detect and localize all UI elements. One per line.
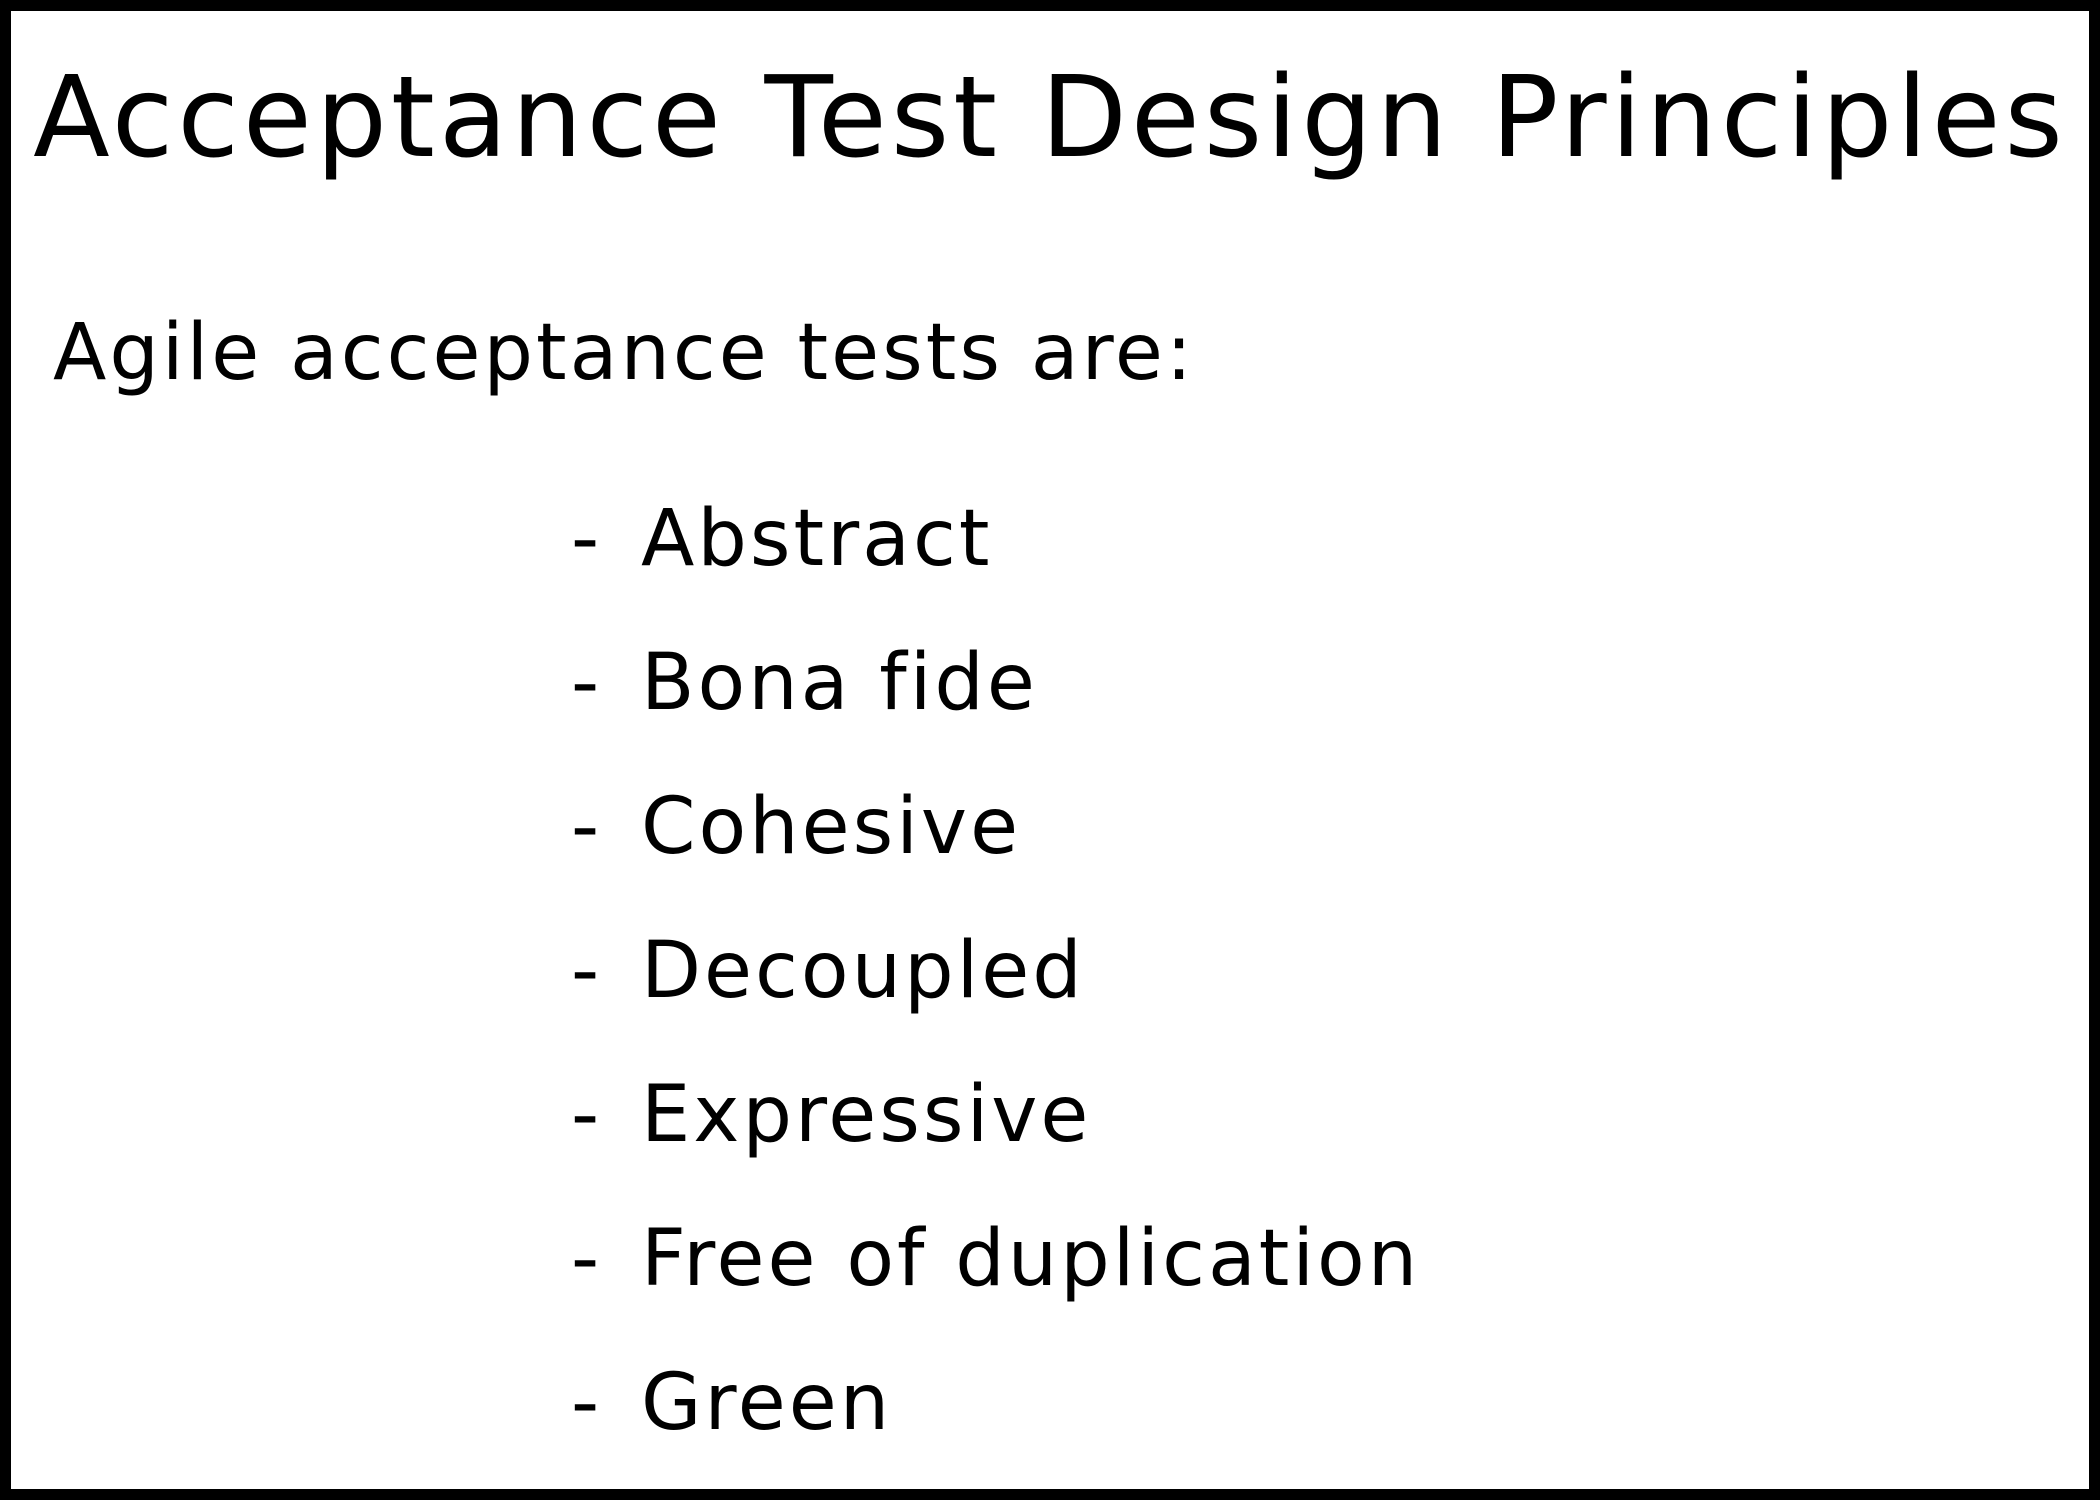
bullet-dash: - [571,1214,603,1304]
principle-bona-fide [571,633,1420,777]
bullet-dash: - [571,782,603,872]
principle-label: Free of duplication [641,1214,1421,1304]
bullet-dash: - [571,1358,603,1448]
principle-green [571,1353,1420,1497]
bullet-dash: - [571,1070,603,1160]
principle-expressive [571,1065,1420,1209]
principle-free-of-duplication [571,1209,1420,1353]
bullet-dash: - [571,494,603,584]
principle-label: Expressive [641,1070,1092,1160]
bullet-dash: - [571,926,603,1016]
principle-cohesive [571,777,1420,921]
principles-list [571,489,1420,1497]
principle-label: Decoupled [641,926,1085,1016]
principle-label: Abstract [641,494,993,584]
principle-decoupled [571,921,1420,1065]
intro-text: Agile acceptance tests are: [53,308,1196,398]
slide-title: Acceptance Test Design Principles [33,53,2067,183]
bullet-dash: - [571,638,603,728]
principle-label: Cohesive [641,782,1022,872]
principle-abstract [571,489,1420,633]
principle-label: Green [641,1358,893,1448]
principle-label: Bona fide [641,638,1038,728]
